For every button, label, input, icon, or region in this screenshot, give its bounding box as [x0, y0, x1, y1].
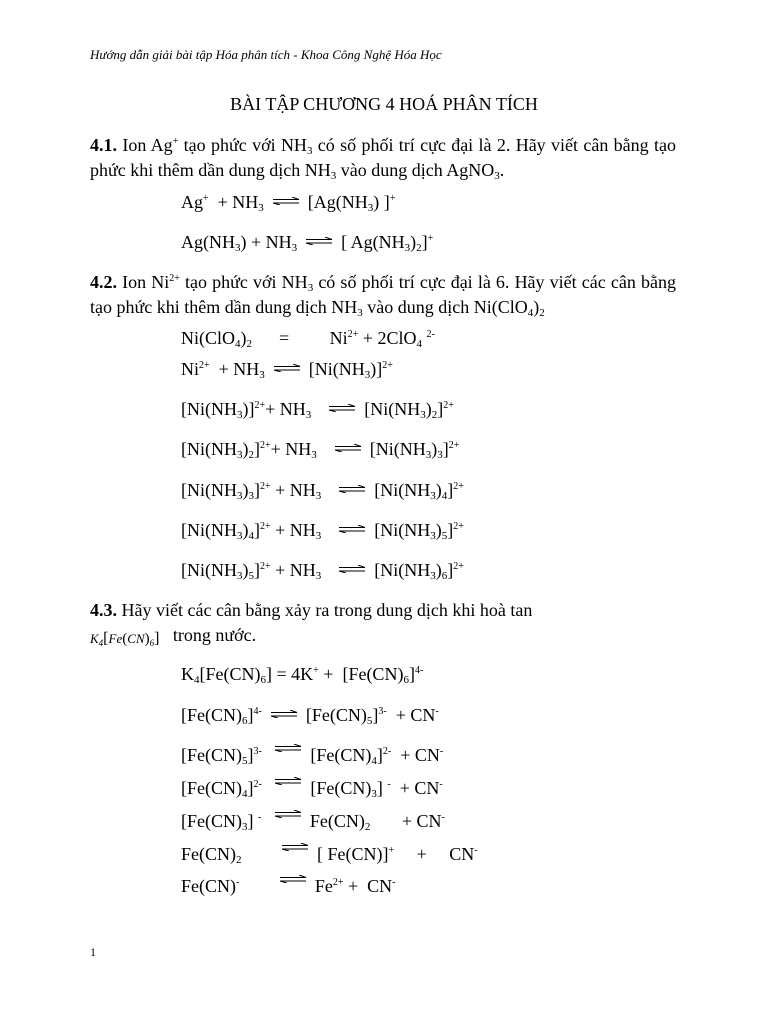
equilibrium-arrow-icon	[279, 875, 307, 883]
equation: $[Ni(NH_3)_3]^{2+} + NH_3$ $[Ni(NH_3)_4]^{2+}$	[181, 480, 464, 502]
equation: $Ni^{2+} + NH_3$ $[Ni(NH_3)]^{2+}$	[181, 359, 393, 381]
exercise-4-2-text: 4.2. Ion $Ni^{2+}$ tạo phức với $NH_3$ có số phối trí cực đại là 6. Hãy viết các cân bằng tạo phức khi thêm dần dung dịch $NH_3$ vào dung dịch $Ni(ClO_4)_2$	[90, 272, 676, 319]
exercise-4-3-formula-line: $K_4[Fe(CN)_6]$ trong nước.	[90, 623, 676, 652]
page-title: BÀI TẬP CHƯƠNG 4 HOÁ PHÂN TÍCH	[230, 94, 538, 114]
equilibrium-arrow-icon	[334, 444, 362, 452]
equilibrium-arrow-icon	[338, 525, 366, 533]
page-number: 1	[90, 945, 96, 959]
equilibrium-arrow-icon	[328, 404, 356, 412]
equilibrium-arrow-icon	[274, 744, 302, 752]
exercise-4-3-text: 4.3. Hãy viết các cân bằng xảy ra trong dung dịch khi hoà tan	[90, 600, 533, 620]
equation: $[Ni(NH_3)]^{2+}+ NH_3$ $[Ni(NH_3)_2]^{2+}$	[181, 399, 454, 421]
equation: $[Fe(CN)_4]^{2-}$ $[Fe(CN)_3] ^- + CN^-$	[181, 778, 443, 800]
equilibrium-arrow-icon	[270, 710, 298, 718]
equation: Fe(CN)- $Fe^{2+} + CN^-$	[181, 876, 396, 896]
equation: $[Ni(NH_3)_4]^{2+} + NH_3$ $[Ni(NH_3)_5]^{2+}$	[181, 520, 464, 542]
equation: $[Fe(CN)_6]^{4-}$ $[Fe(CN)_5]^{3-} + CN^-$	[181, 705, 439, 727]
equation: $Ni(ClO_4)_2$ = $Ni^{2+} + 2ClO_4$ $^{2-}$	[181, 328, 435, 350]
equation: $Ag^+ + NH_3$ [$Ag(NH_3)$ ]+	[181, 192, 396, 214]
equation: $Ag(NH_3) + NH_3$ [ $Ag(NH_3)_2]^+$	[181, 232, 434, 254]
equation: $[Fe(CN)_3]$ - $Fe(CN)_2$ + CN-	[181, 811, 445, 833]
exercise-number: 4.1.	[90, 135, 117, 155]
equation: $K_4[Fe(CN)_6] = 4K^+ + [Fe(CN)_6]^{4-}$	[181, 664, 424, 686]
equation: $[Fe(CN)_5]^{3-}$ $[Fe(CN)_4]^{2-} + CN^-$	[181, 745, 444, 767]
equilibrium-arrow-icon	[274, 777, 302, 785]
equilibrium-arrow-icon	[338, 565, 366, 573]
equilibrium-arrow-icon	[305, 237, 333, 245]
exercise-number: 4.3.	[90, 600, 117, 620]
equation: $[Ni(NH_3)_2]^{2+}+ NH_3$ $[Ni(NH_3)_3]^{2+}$	[181, 439, 460, 461]
equilibrium-arrow-icon	[274, 810, 302, 818]
equation: $Fe(CN)_2$ [ Fe(CN)]+ + CN-	[181, 844, 478, 866]
formula-k4-fe-cn6: $K_4[Fe(CN)_6]$	[90, 630, 160, 648]
equilibrium-arrow-icon	[338, 485, 366, 493]
page-header: Hướng dẫn giải bài tập Hóa phân tích - Khoa Công Nghệ Hóa Học	[90, 47, 442, 62]
equation: $[Ni(NH_3)_5]^{2+} + NH_3$ $[Ni(NH_3)_6]^{2+}$	[181, 560, 464, 582]
equilibrium-arrow-icon	[272, 197, 300, 205]
exercise-4-1-text: 4.1. Ion Ag+ tạo phức với $NH_3$ có số phối trí cực đại là 2. Hãy viết cân bằng tạo phức khi thêm dần dung dịch $NH_3$ vào dung dịch AgNO$_3$.	[90, 135, 676, 182]
exercise-number: 4.2.	[90, 272, 117, 292]
equilibrium-arrow-icon	[281, 843, 309, 851]
equilibrium-arrow-icon	[273, 364, 301, 372]
